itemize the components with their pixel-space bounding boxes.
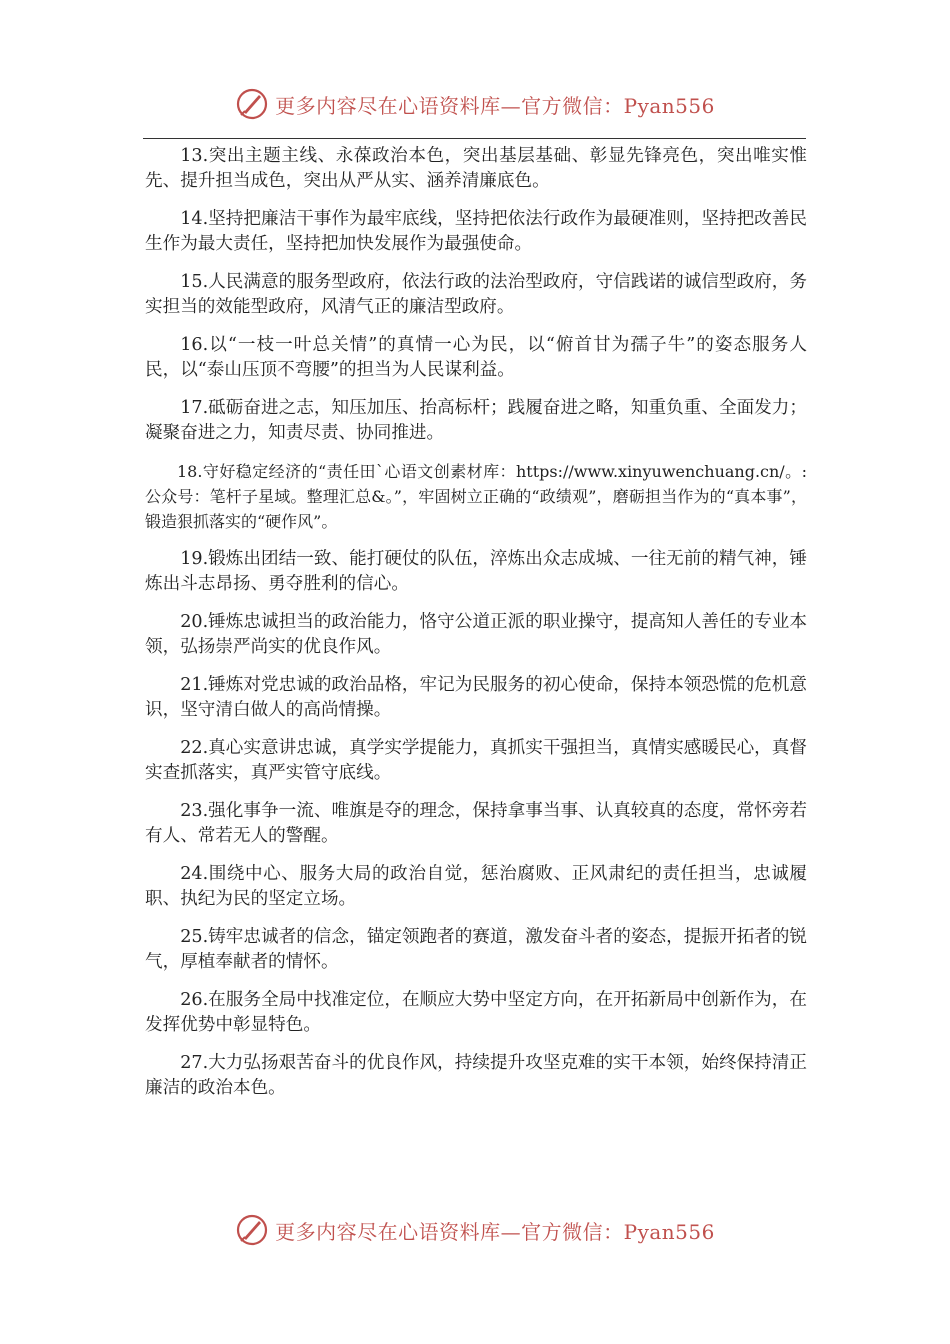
quill-logo-icon [235,87,269,121]
list-item-25: 25.铸牢忠诚者的信念，锚定领跑者的赛道，激发奋斗者的姿态，提振开拓者的锐气，厚植奉献者的情怀。 [145,927,807,972]
footer-banner-text [275,1216,715,1245]
list-item-23: 23.强化事争一流、唯旗是夺的理念，保持拿事当事、认真较真的态度，常怀旁若有人、常若无人的警醒。 [145,801,807,846]
footer-banner-dash: — [500,1219,522,1244]
list-item-18: 18.守好稳定经济的“责任田`心语文创素材库：https://www.xinyuwenchuang.cn/。:公众号：笔杆子星域。整理汇总&。”，牢固树立正确的“政绩观”，磨砺担当作为的“真本事”，锻造狠抓落实的“硬作风”。 [145,462,807,531]
list-item-19: 19.锻炼出团结一致、能打硬仗的队伍，淬炼出众志成城、一往无前的精气神，锤炼出斗志昂扬、勇夺胜利的信心。 [145,549,807,594]
list-item-15: 15.人民满意的服务型政府，依法行政的法治型政府，守信践诺的诚信型政府，务实担当的效能型政府，风清气正的廉洁型政府。 [145,272,807,317]
list-item-22: 22.真心实意讲忠诚，真学实学提能力，真抓实干强担当，真情实感暖民心，真督实查抓落实，真严实管守底线。 [145,738,807,783]
header-banner-dash: — [500,93,522,118]
header-banner-title: 更多内容尽在心语资料库 [275,93,501,118]
quill-logo-icon [235,1213,269,1247]
list-item-27: 27.大力弘扬艰苦奋斗的优良作风，持续提升攻坚克难的实干本领，始终保持清正廉洁的政治本色。 [145,1053,807,1098]
list-item-16: 16.以“一枝一叶总关情”的真情一心为民，以“俯首甘为孺子牛”的姿态服务人民，以“泰山压顶不弯腰”的担当为人民谋利益。 [145,335,807,380]
header-banner [0,84,950,124]
footer-banner-wechat: 官方微信：Pyan556 [521,1219,715,1244]
list-item-26: 26.在服务全局中找准定位，在顺应大势中坚定方向，在开拓新局中创新作为，在发挥优势中彰显特色。 [145,990,807,1035]
document-body [145,144,807,1114]
footer-banner-title: 更多内容尽在心语资料库 [275,1219,501,1244]
list-item-20: 20.锤炼忠诚担当的政治能力，恪守公道正派的职业操守，提高知人善任的专业本领，弘扬崇严尚实的优良作风。 [145,612,807,657]
header-divider [143,138,806,139]
list-item-17: 17.砥砺奋进之志，知压加压、抬高标杆；践履奋进之略，知重负重、全面发力；凝聚奋进之力，知责尽责、协同推进。 [145,398,807,443]
header-banner-wechat: 官方微信：Pyan556 [521,93,715,118]
list-item-21: 21.锤炼对党忠诚的政治品格，牢记为民服务的初心使命，保持本领恐慌的危机意识，坚守清白做人的高尚情操。 [145,675,807,720]
list-item-24: 24.围绕中心、服务大局的政治自觉，惩治腐败、正风肃纪的责任担当，忠诚履职、执纪为民的坚定立场。 [145,864,807,909]
list-item-13: 13.突出主题主线、永葆政治本色，突出基层基础、彰显先锋亮色，突出唯实惟先、提升担当成色，突出从严从实、涵养清廉底色。 [145,146,807,191]
list-item-14: 14.坚持把廉洁干事作为最牢底线，坚持把依法行政作为最硬准则，坚持把改善民生作为最大责任，坚持把加快发展作为最强使命。 [145,209,807,254]
header-banner-text [275,90,715,119]
footer-banner [0,1210,950,1250]
